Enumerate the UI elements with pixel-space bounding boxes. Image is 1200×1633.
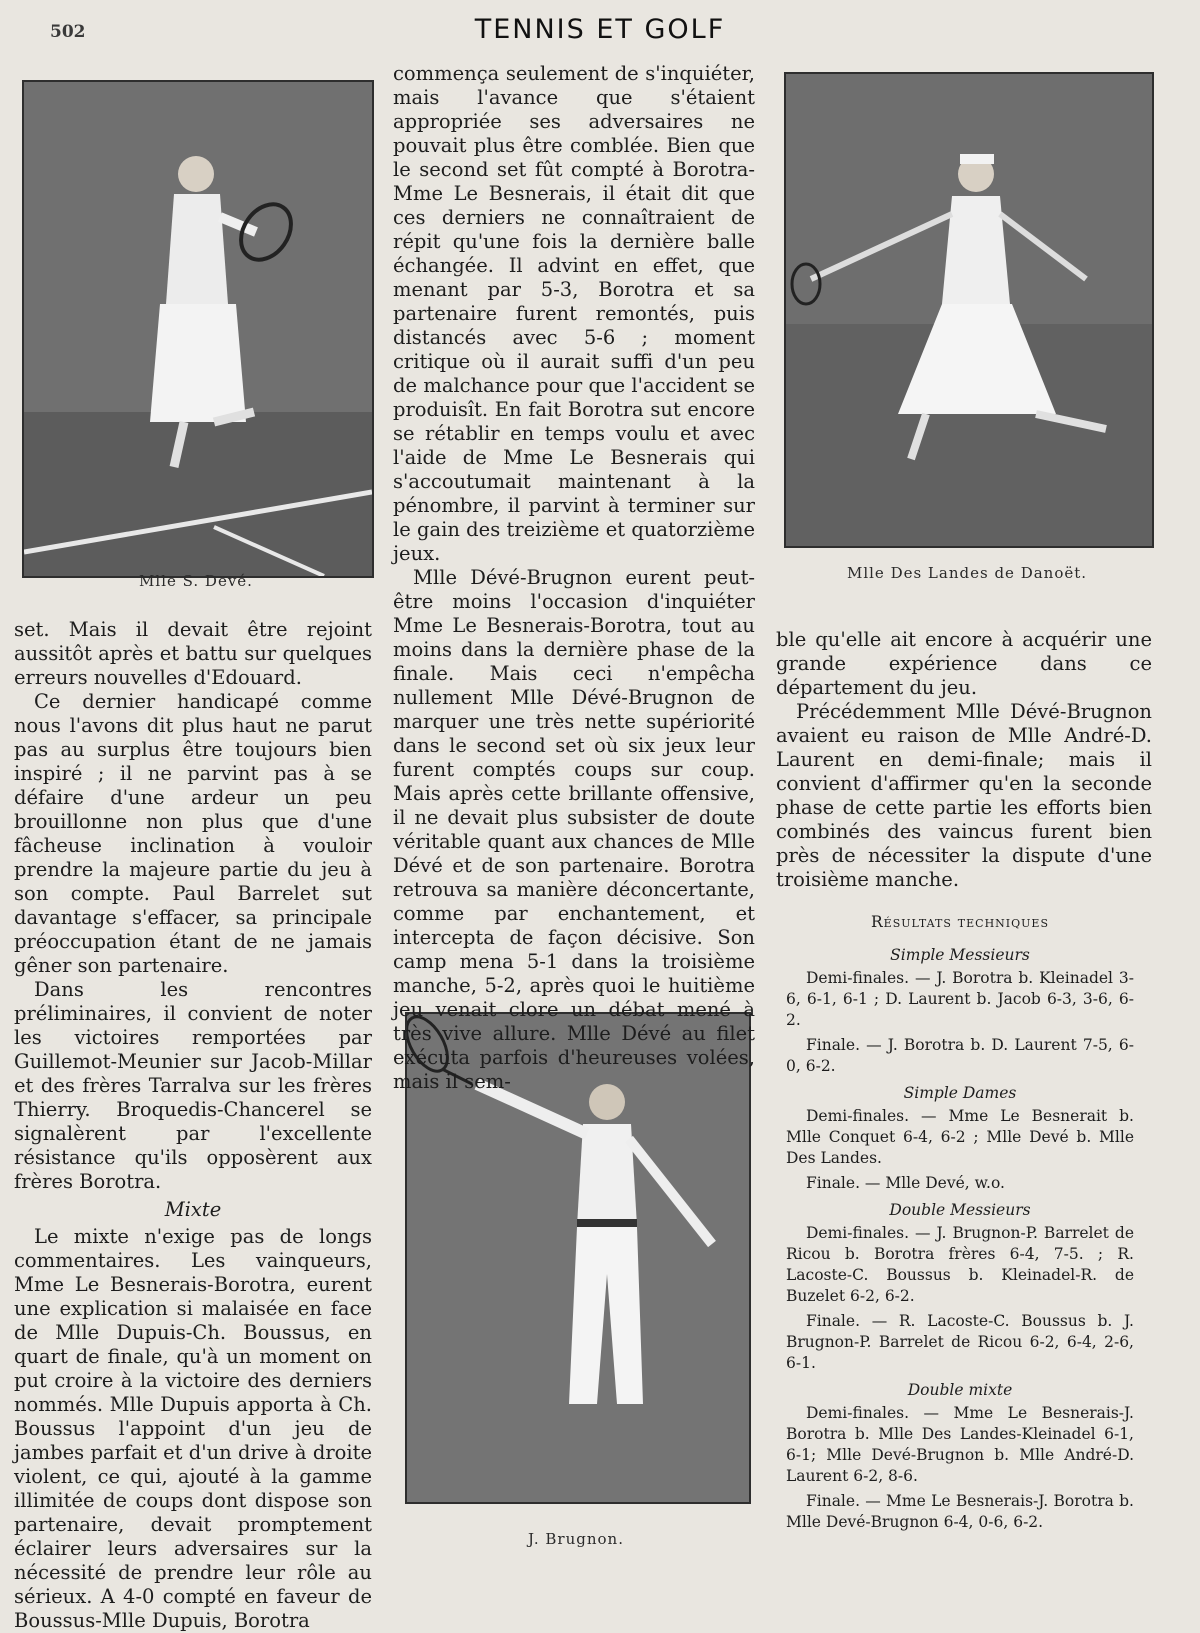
result-line: Demi-finales. — Mme Le Besnerait b. Mlle Conquet 6-4, 6-2 ; Mlle Devé b. Mlle Des Landes. [786,1107,1134,1167]
event-heading: Simple Messieurs [890,946,1030,964]
result-line: Demi-finales. — J. Borotra b. Kleinadel 3-6, 6-1, 6-1 ; D. Laurent b. Jacob 6-3, 3-6, 6-2. [786,969,1134,1029]
result-line: Demi-finales. — Mme Le Besnerais-J. Borotra b. Mlle Des Landes-Kleinadel 6-1, 6-1; Mlle Devé-Brugnon b. Mlle André-D. Laurent 6-2, 8-6. [786,1404,1134,1485]
caption-des-landes: Mlle Des Landes de Danoët. [846,564,1088,582]
column-1 [14,618,372,1633]
paragraph: set. Mais il devait être rejoint aussitôt après et battu sur quelques erreurs nouvelles d'Edouard. [14,618,372,689]
caption-s-deve: Mlle S. Devé. [139,572,253,590]
results-title: Résultats techniques [871,913,1049,931]
paragraph: Mlle Dévé-Brugnon eurent peut-être moins l'occasion d'inquiéter Mme Le Besnerais-Borotra, tout au moins dans la dernière phase de la finale. Mais ceci n'empêcha nullement Mlle Dévé-Brugnon de marquer une très nette supériorité dans le second set où six jeux leur furent comptés coups sur coup. Mais après cette brillante offensive, il ne devait plus subsister de doute véritable quant aux chances de Mlle Dévé et de son partenaire. Borotra retrouva sa manière déconcertante, comme par enchantement, et intercepta de façon décisive. Son camp mena 5-1 dans la troisième manche, 5-2, après quoi le huitième jeu venait clore un débat mené à très vive allure. Mlle Dévé au filet exécuta parfois d'heureuses volées, mais il sem- [393,566,755,1093]
photo-des-landes [784,72,1154,548]
result-line: Finale. — Mme Le Besnerais-J. Borotra b. Mlle Devé-Brugnon 6-4, 0-6, 6-2. [786,1492,1134,1531]
result-line: Finale. — R. Lacoste-C. Boussus b. J. Brugnon-P. Barrelet de Ricou 6-2, 6-4, 2-6, 6-1. [786,1312,1134,1372]
tennis-player-illustration-2 [786,74,1152,546]
paragraph: Le mixte n'exige pas de longs commentaires. Les vainqueurs, Mme Le Besnerais-Borotra, eurent une explication si malaisée en face de Mlle Dupuis-Ch. Boussus, en quart de finale, qu'à un moment on put croire à la victoire des derniers nommés. Mlle Dupuis apporta à Ch. Boussus l'appoint d'un jeu de jambes parfait et d'un drive à droite violent, ce qui, ajouté à la gamme illimitée de coups dont dispose son partenaire, devait promptement éclairer leurs adversaires sur la nécessité de prendre leur rôle au sérieux. A 4-0 compté en faveur de Boussus-Mlle Dupuis, Borotra [14,1225,372,1632]
result-line: Finale. — J. Borotra b. D. Laurent 7-5, 6-0, 6-2. [786,1036,1134,1075]
column-2 [393,62,755,1094]
event-heading: Double Messieurs [889,1201,1031,1219]
result-line: Finale. — Mlle Devé, w.o. [806,1174,1005,1192]
paragraph: commença seulement de s'inquiéter, mais l'avance que s'étaient appropriée ses adversaires ne pouvait plus être comblée. Bien que le second set fût compté à Borotra-Mme Le Besnerais, il était dit que ces derniers ne connaîtraient de répit qu'une fois la dernière balle échangée. Il advint en effet, que menant par 5-3, Borotra et sa partenaire furent remontés, puis distancés avec 5-6 ; moment critique où il aurait suffi d'un peu de malchance pour que l'accident se produisît. En fait Borotra sut encore se rétablir en temps voulu et avec l'aide de Mme Le Besnerais qui s'accoutumait maintenant à la pénombre, il parvint à terminer sur le gain des treizième et quatorzième jeux. [393,62,755,565]
section-heading: Mixte [164,1198,222,1221]
paragraph: ble qu'elle ait encore à acquérir une grande expérience dans ce département du jeu. [776,628,1152,699]
event-heading: Simple Dames [903,1084,1017,1102]
caption-brugnon: J. Brugnon. [528,1530,624,1548]
paragraph: Ce dernier handicapé comme nous l'avons dit plus haut ne parut pas au surplus être toujours bien inspiré ; il ne parvint pas à se défaire d'une ardeur un peu brouillonne non plus que d'une fâcheuse inclination à vouloir prendre la majeure partie du jeu à son compte. Paul Barrelet sut davantage s'effacer, sa principale préoccupation étant de ne jamais gêner son partenaire. [14,690,372,977]
tennis-player-illustration-1 [24,82,372,576]
event-heading: Double mixte [907,1381,1013,1399]
photo-s-deve [22,80,374,578]
page-number: 502 [50,22,86,42]
paragraph: Précédemment Mlle Dévé-Brugnon avaient eu raison de Mlle André-D. Laurent en demi-finale; mais il convient d'affirmer qu'en la seconde phase de cette partie les efforts bien combinés des vaincus furent bien près de nécessiter la dispute d'une troisième manche. [776,700,1152,891]
column-3 [776,628,1152,892]
page-title: TENNIS ET GOLF [474,14,726,45]
paragraph: Dans les rencontres préliminaires, il convient de noter les victoires remportées par Guillemot-Meunier sur Jacob-Millar et des frères Tarralva sur les frères Thierry. Broquedis-Chancerel se signalèrent par l'excellente résistance qu'ils opposèrent aux frères Borotra. [14,978,372,1193]
results-section [786,912,1134,1537]
result-line: Demi-finales. — J. Brugnon-P. Barrelet de Ricou b. Borotra frères 6-4, 7-5. ; R. Lacoste-C. Boussus b. Kleinadel-R. de Buzelet 6-2, 6-2. [786,1224,1134,1305]
